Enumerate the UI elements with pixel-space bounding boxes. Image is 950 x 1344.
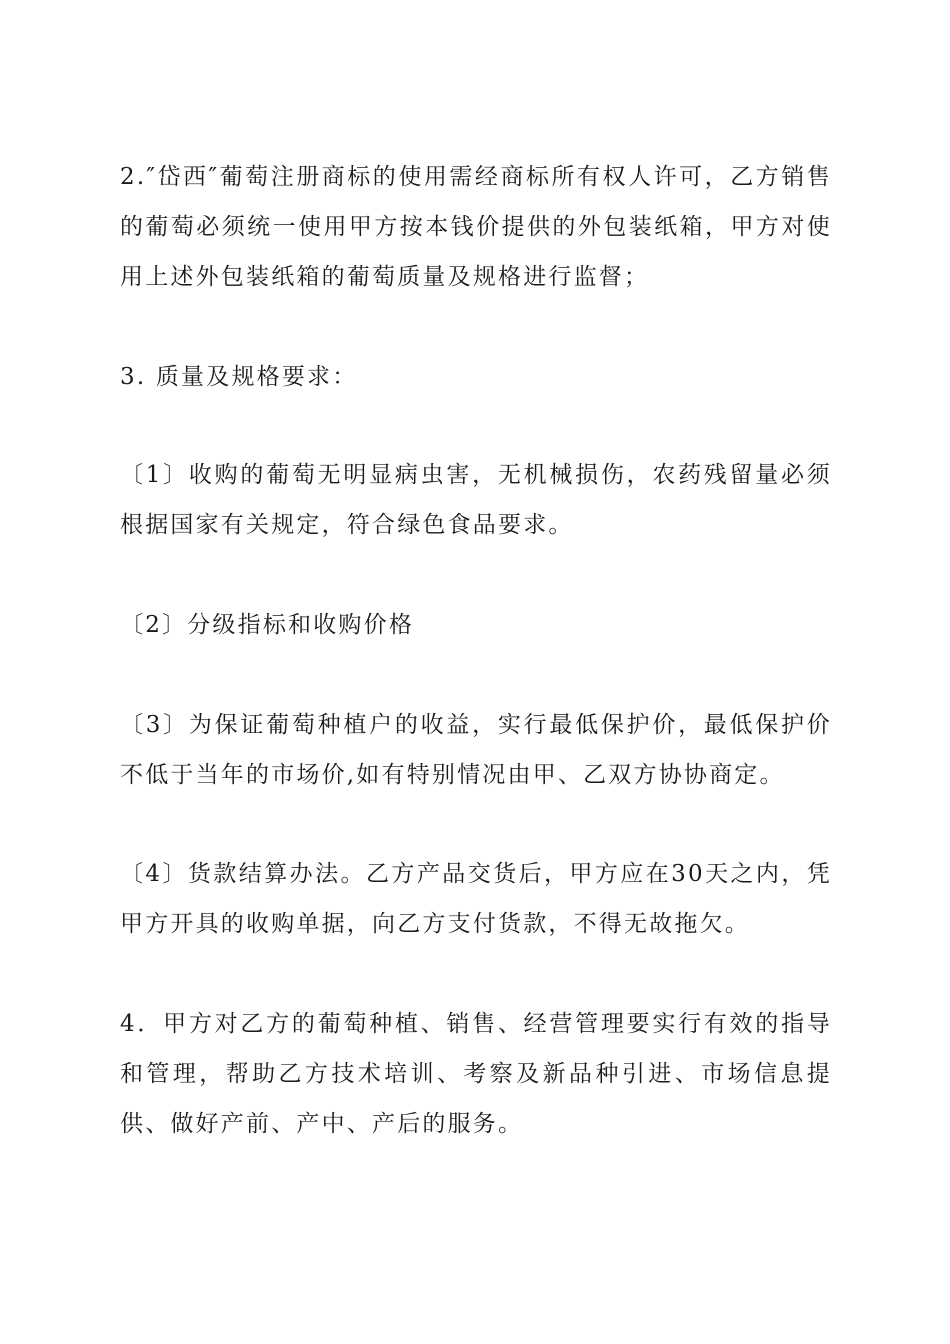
- paragraph-quality-requirements-heading: 3. 质量及规格要求：: [120, 364, 358, 390]
- paragraph-item-2-grading-pricing: 〔2〕分级指标和收购价格: [120, 612, 415, 638]
- paragraph-trademark-packaging: 2.″岱西″葡萄注册商标的使用需经商标所有权人许可，乙方销售的葡萄必须统一使用甲方按本钱价提供的外包装纸箱，甲方对使用上述外包装纸箱的葡萄质量及规格进行监督；: [120, 164, 832, 290]
- paragraph-item-1-purchase-quality: 〔1〕收购的葡萄无明显病虫害，无机械损伤，农药残留量必须根据国家有关规定，符合绿色食品要求。: [120, 462, 832, 538]
- paragraph-item-4-payment-settlement: 〔4〕货款结算办法。乙方产品交货后，甲方应在30天之内，凭甲方开具的收购单据，向乙方支付货款，不得无故拖欠。: [120, 861, 832, 937]
- paragraph-guidance-management: 4．甲方对乙方的葡萄种植、销售、经营管理要实行有效的指导和管理，帮助乙方技术培训、考察及新品种引进、市场信息提供、做好产前、产中、产后的服务。: [120, 1011, 832, 1137]
- paragraph-item-3-minimum-price: 〔3〕为保证葡萄种植户的收益，实行最低保护价，最低保护价不低于当年的市场价,如有特别情况由甲、乙双方协协商定。: [120, 712, 832, 788]
